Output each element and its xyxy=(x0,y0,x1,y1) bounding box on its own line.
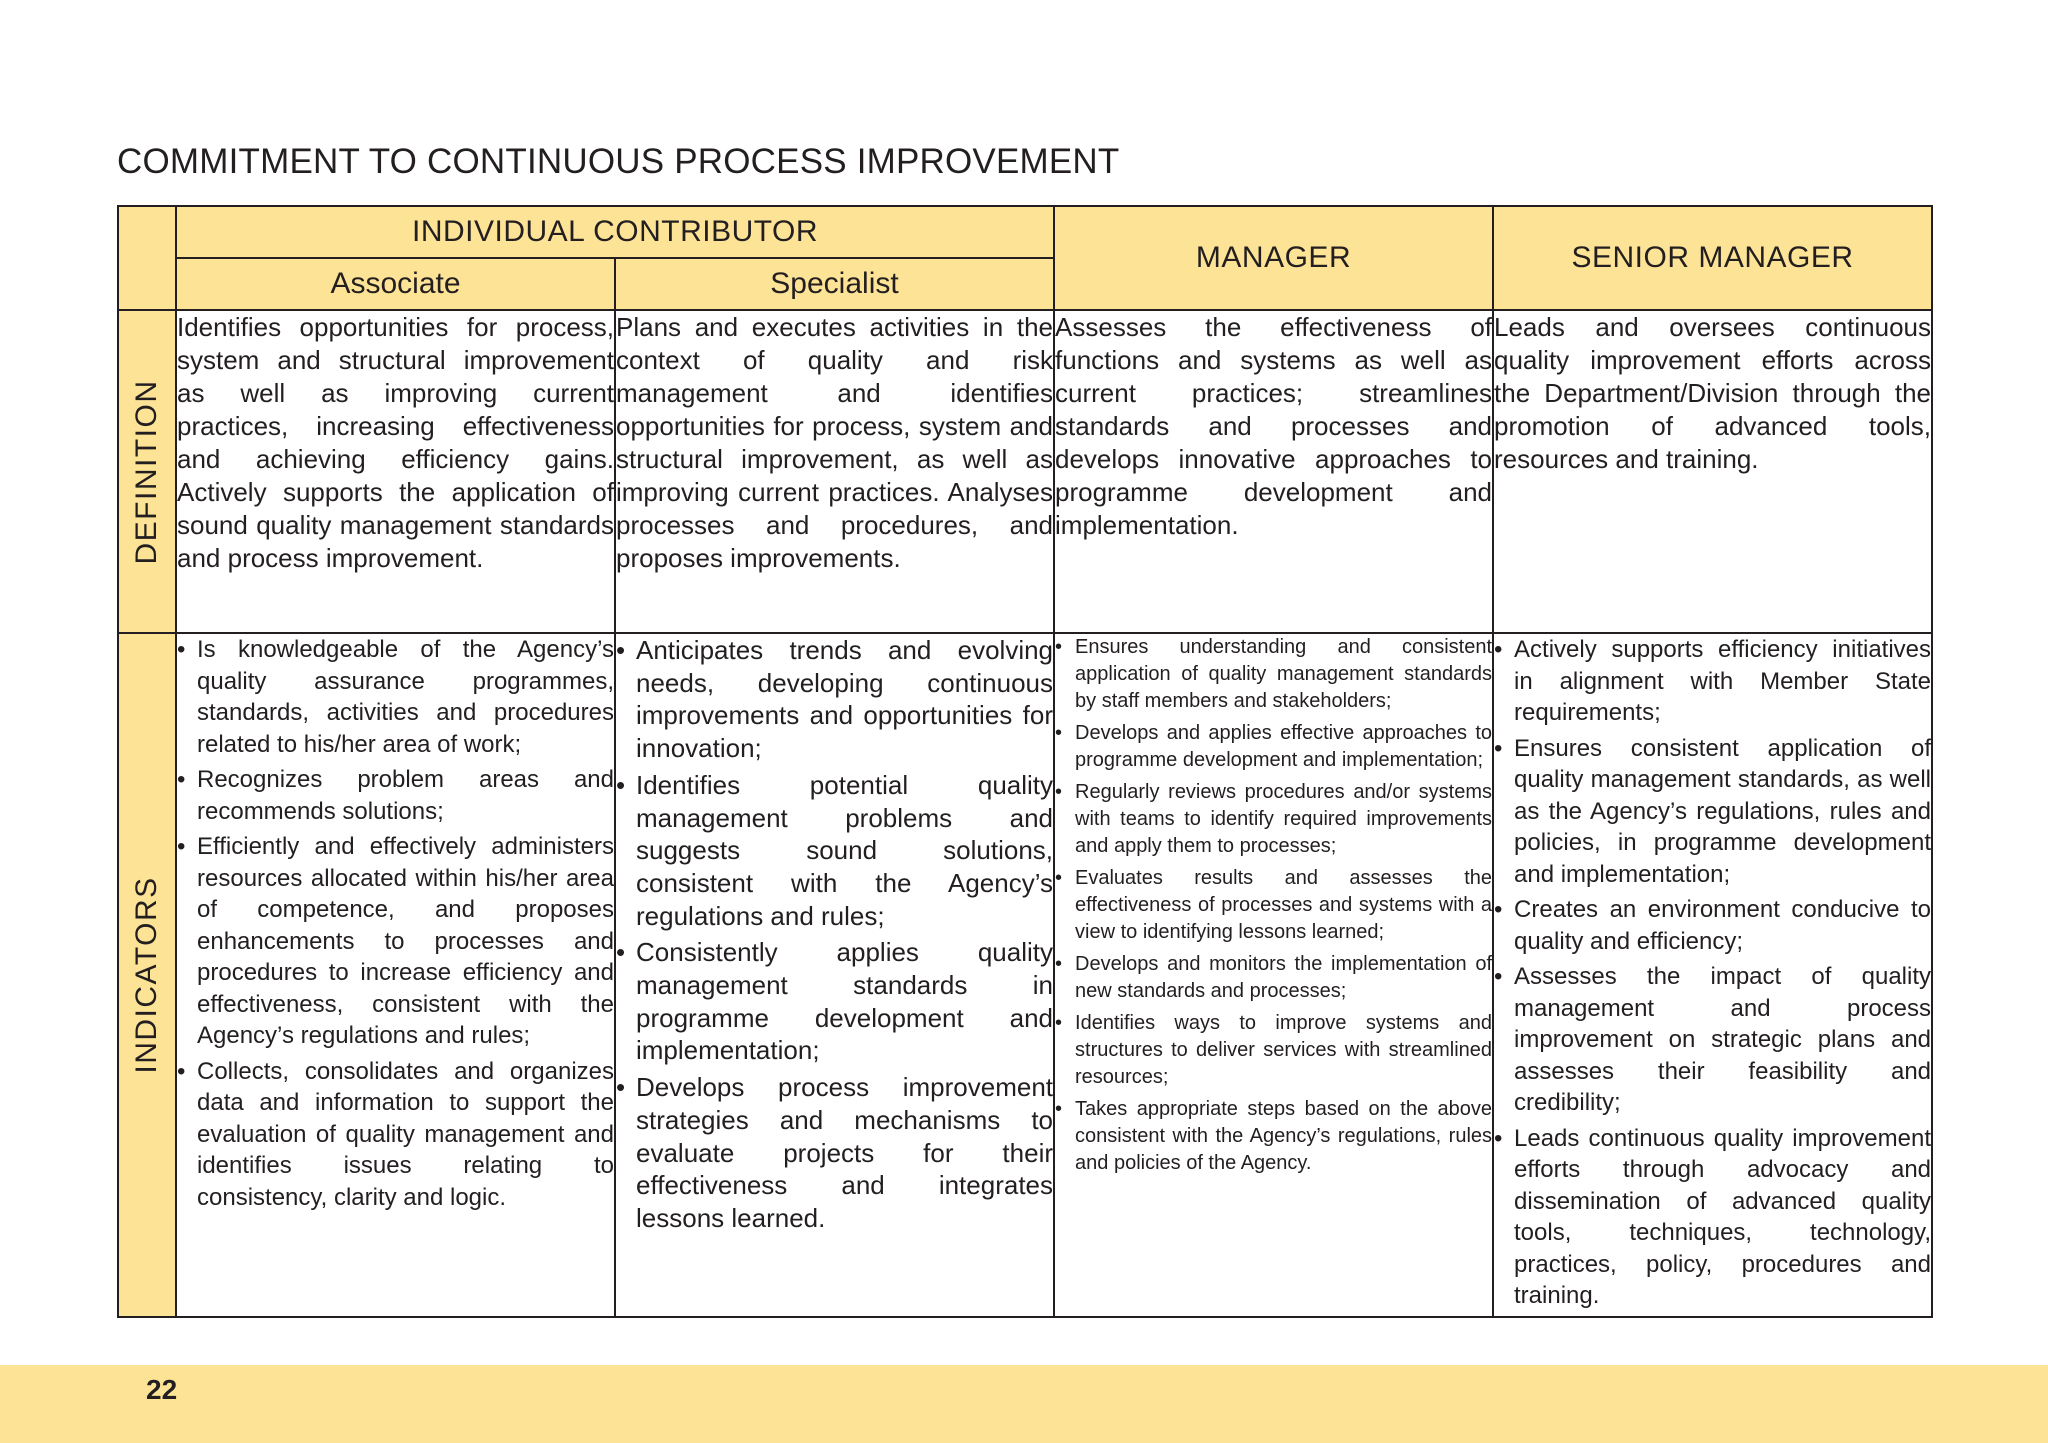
list-item: • Develops and applies effective approaches to programme development and implementation; xyxy=(1055,720,1492,774)
list-item: • Collects, consolidates and organizes data and information to support the evaluation of quality management and identifies issues relating to consistency, clarity and logic. xyxy=(177,1056,614,1214)
row-label-definition xyxy=(118,310,176,633)
corner-cell xyxy=(118,206,176,310)
indicators-manager xyxy=(1054,633,1493,1317)
list-item: • Consistently applies quality management standards in programme development and implementation; xyxy=(616,936,1053,1067)
list-item: • Leads continuous quality improvement efforts through advocacy and dissemination of advanced quality tools, techniques, technology, practices, policy, procedures and training. xyxy=(1494,1123,1931,1312)
list-item: • Identifies ways to improve systems and structures to deliver services with streamlined resources; xyxy=(1055,1010,1492,1091)
list-item: • Identifies potential quality management problems and suggests sound solutions, consistent with the Agency’s regulations and rules; xyxy=(616,769,1053,933)
header-manager: MANAGER xyxy=(1054,206,1493,310)
indicator-list xyxy=(177,634,614,1213)
list-item: • Regularly reviews procedures and/or systems with teams to identify required improvements and apply them to processes; xyxy=(1055,779,1492,860)
indicators-senior-manager xyxy=(1493,633,1932,1317)
list-item: • Develops and monitors the implementation of new standards and processes; xyxy=(1055,951,1492,1005)
list-item: • Creates an environment conducive to quality and efficiency; xyxy=(1494,894,1931,957)
definition-label: DEFINITION xyxy=(130,379,163,564)
indicator-list xyxy=(616,634,1053,1235)
header-associate: Associate xyxy=(176,258,615,310)
list-item: • Recognizes problem areas and recommends solutions; xyxy=(177,764,614,827)
definition-senior-manager: Leads and oversees continuous quality improvement efforts across the Department/Division through the promotion of advanced tools, resources and training. xyxy=(1493,310,1932,633)
page-number: 22 xyxy=(146,1374,178,1405)
header-individual-contributor: INDIVIDUAL CONTRIBUTOR xyxy=(176,206,1054,258)
definition-specialist: Plans and executes activities in the context of quality and risk management and identifies opportunities for process, system and structural improvement, as well as improving current practices. Analyses processes and procedures, and proposes improvements. xyxy=(615,310,1054,633)
list-item: • Develops process improvement strategies and mechanisms to evaluate projects for their effectiveness and integrates lessons learned. xyxy=(616,1071,1053,1235)
list-item: • Ensures understanding and consistent application of quality management standards by staff members and stakeholders; xyxy=(1055,634,1492,715)
definition-manager: Assesses the effectiveness of functions and systems as well as current practices; streamlines standards and processes and develops innovative approaches to programme development and implementation. xyxy=(1054,310,1493,633)
list-item: • Efficiently and effectively administers resources allocated within his/her area of competence, and proposes enhancements to processes and procedures to increase efficiency and effectiveness, consistent with the Agency’s regulations and rules; xyxy=(177,831,614,1052)
list-item: • Assesses the impact of quality management and process improvement on strategic plans and assesses their feasibility and credibility; xyxy=(1494,961,1931,1119)
header-senior-manager: SENIOR MANAGER xyxy=(1493,206,1932,310)
list-item: • Ensures consistent application of quality management standards, as well as the Agency’s regulations, rules and policies, in programme development and implementation; xyxy=(1494,733,1931,891)
competency-table xyxy=(117,205,1933,1318)
list-item: • Takes appropriate steps based on the above consistent with the Agency’s regulations, rules and policies of the Agency. xyxy=(1055,1096,1492,1177)
footer-bar xyxy=(0,1365,2048,1443)
header-specialist: Specialist xyxy=(615,258,1054,310)
list-item: • Anticipates trends and evolving needs, developing continuous improvements and opportunities for innovation; xyxy=(616,634,1053,765)
indicator-list xyxy=(1055,634,1492,1177)
indicator-list xyxy=(1494,634,1931,1312)
indicators-specialist xyxy=(615,633,1054,1317)
list-item: • Evaluates results and assesses the effectiveness of processes and systems with a view to identifying lessons learned; xyxy=(1055,865,1492,946)
definition-associate: Identifies opportunities for process, system and structural improvement as well as improving current practices, increasing effectiveness and achieving efficiency gains. Actively supports the application of sound quality management standards and process improvement. xyxy=(176,310,615,633)
row-label-indicators xyxy=(118,633,176,1317)
indicators-associate xyxy=(176,633,615,1317)
list-item: • Actively supports efficiency initiatives in alignment with Member State requirements; xyxy=(1494,634,1931,729)
indicators-row xyxy=(118,633,1932,1317)
page-title: COMMITMENT TO CONTINUOUS PROCESS IMPROVEMENT xyxy=(117,142,1120,181)
definition-row xyxy=(118,310,1932,633)
indicators-label: INDICATORS xyxy=(130,876,163,1074)
header-row-top xyxy=(118,206,1932,258)
list-item: • Is knowledgeable of the Agency’s quality assurance programmes, standards, activities and procedures related to his/her area of work; xyxy=(177,634,614,760)
